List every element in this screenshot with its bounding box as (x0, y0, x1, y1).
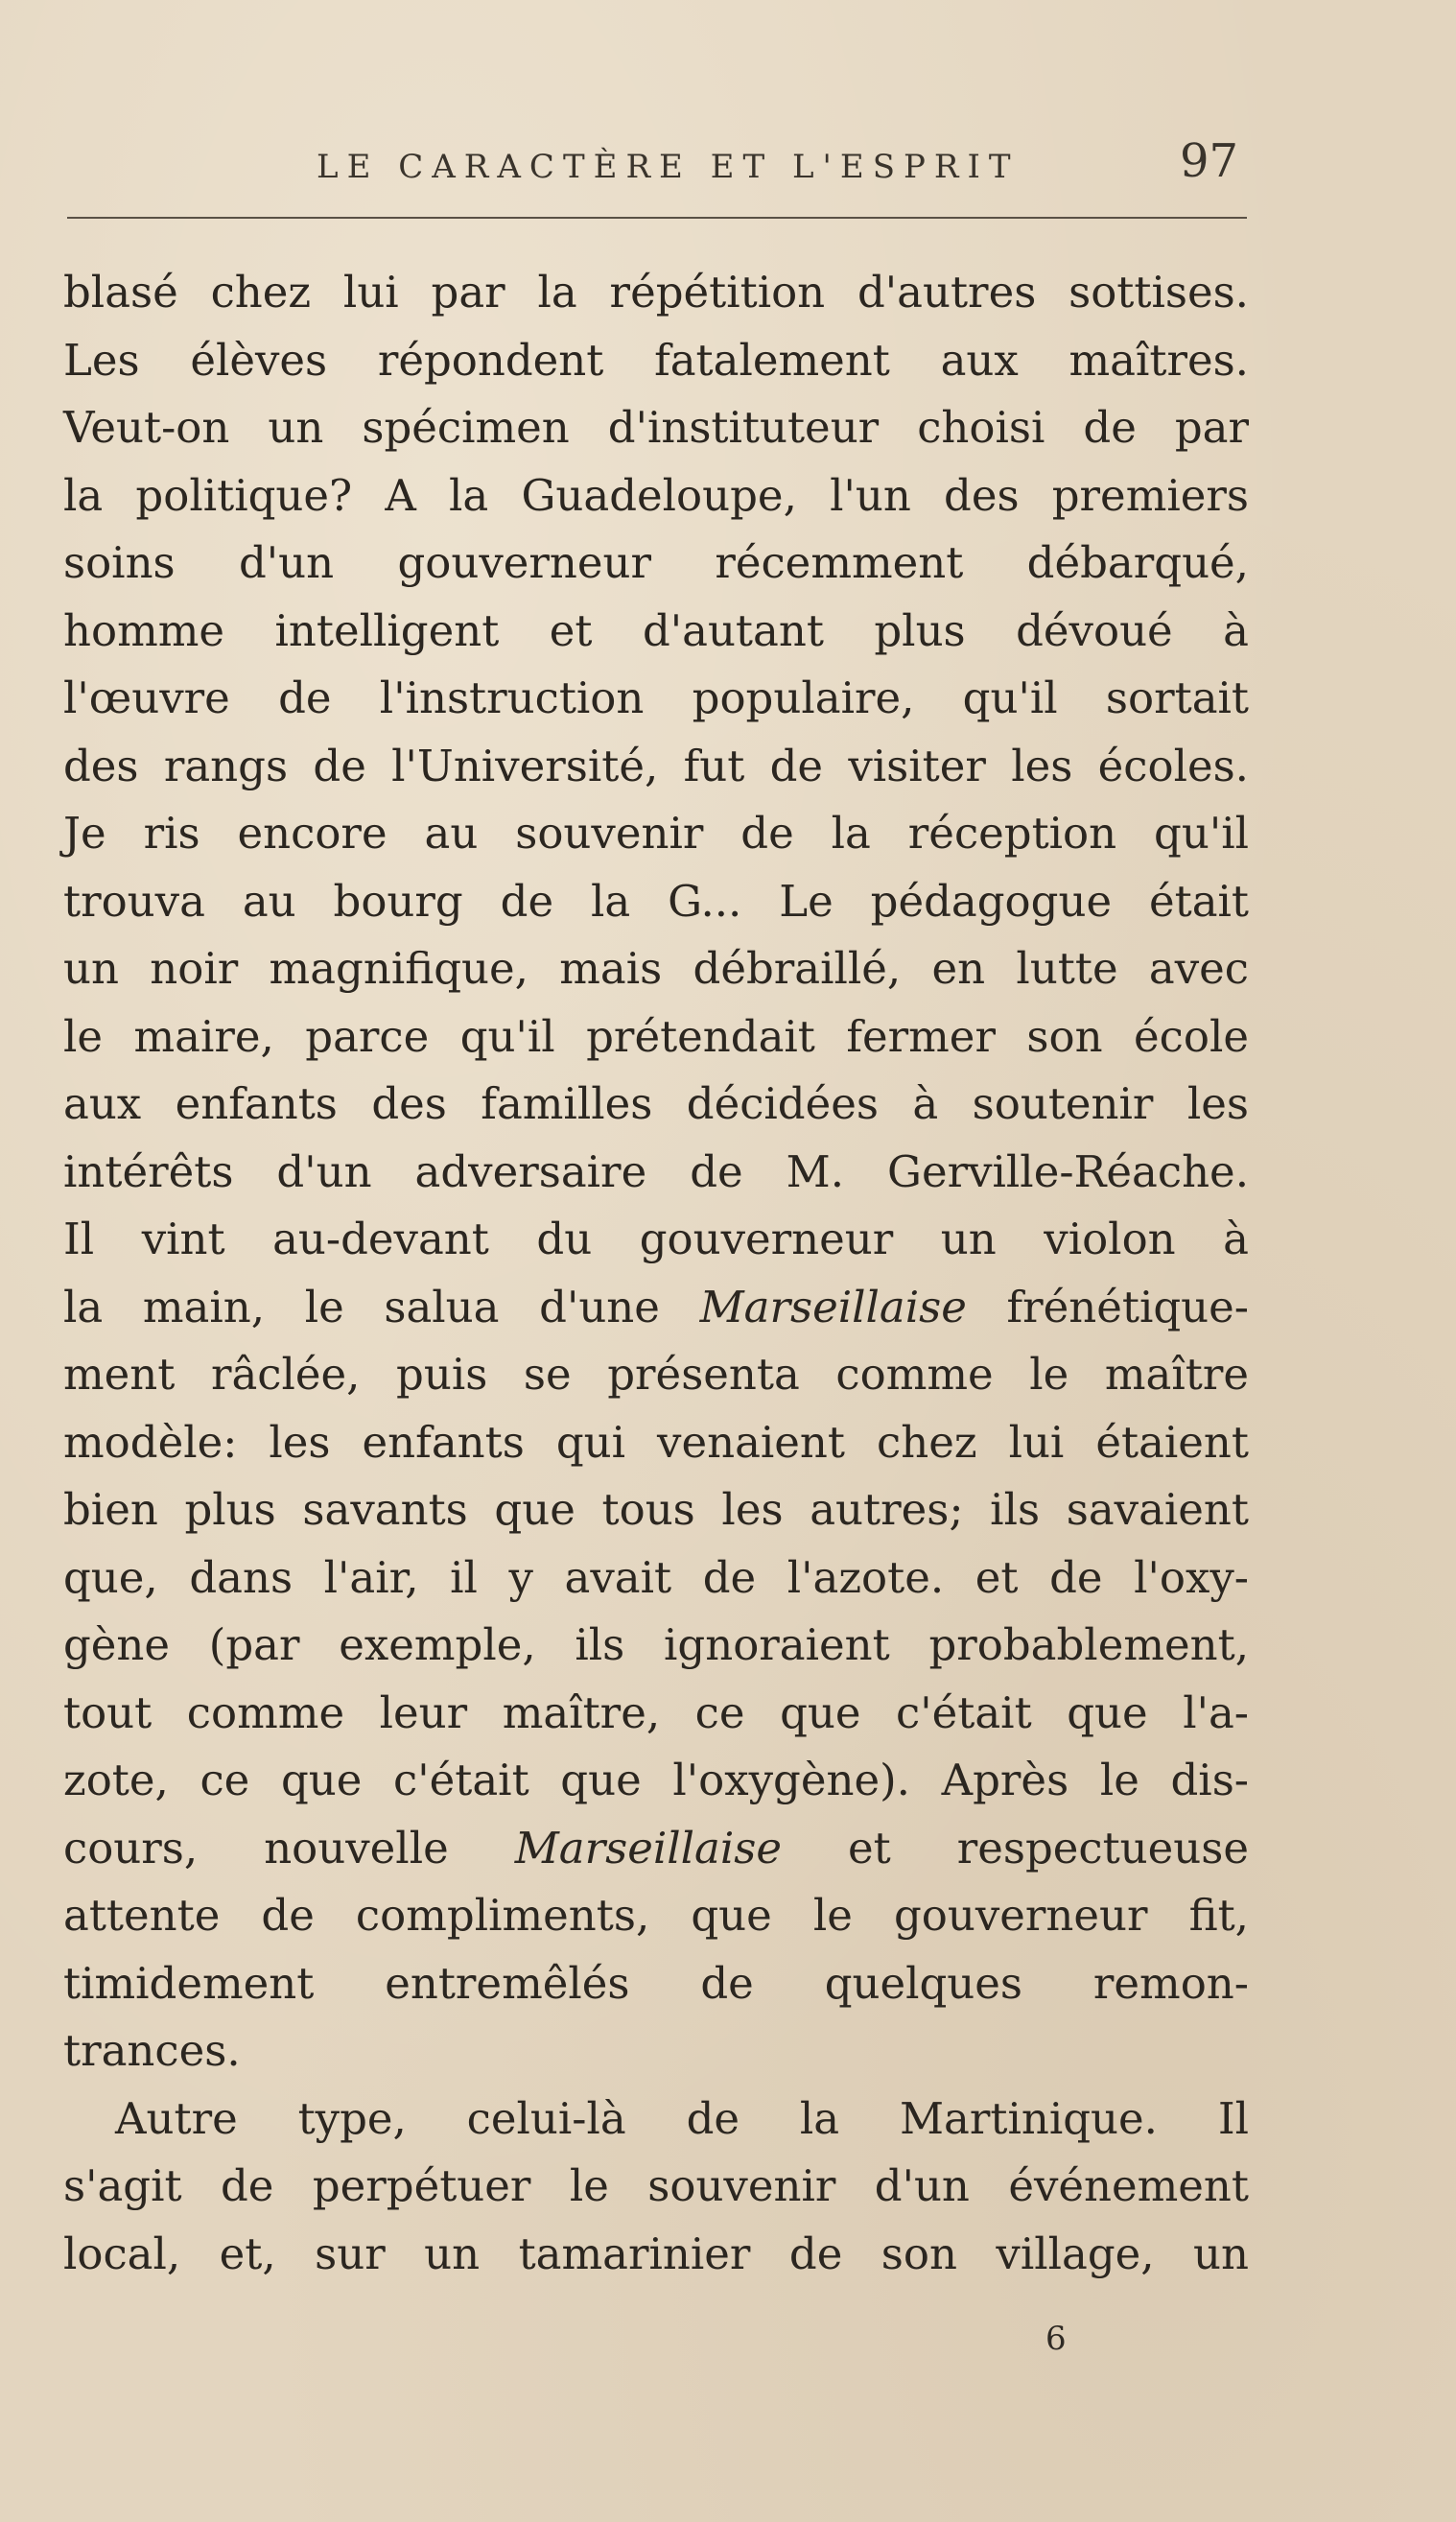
italic-title: Marseillaise (514, 1822, 782, 1874)
text-line: soins d'un gouverneur récemment débarqué, (63, 537, 1249, 588)
text-line: attente de compliments, que le gouverneur fit, (63, 1890, 1249, 1941)
text-line: le maire, parce qu'il prétendait fermer son école (63, 1010, 1249, 1062)
text-segment: cours, nouvelle (63, 1822, 515, 1874)
text-line: que, dans l'air, il y avait de l'azote. et de l'oxy- (63, 1551, 1249, 1603)
text-line: la politique? A la Guadeloupe, l'un des premiers (63, 469, 1249, 521)
text-segment: frénétique- (966, 1281, 1249, 1332)
text-line: bien plus savants que tous les autres; ils savaient (63, 1484, 1249, 1535)
text-line: ment râclée, puis se présenta comme le maître (63, 1349, 1249, 1400)
text-line: trouva au bourg de la G... Le pédagogue était (63, 875, 1249, 927)
text-line-with-italic (63, 1815, 1249, 1883)
text-line: Je ris encore au souvenir de la réception qu'il (63, 808, 1249, 859)
page-header (0, 134, 1456, 201)
text-line: Veut-on un spécimen d'instituteur choisi de par (63, 402, 1249, 453)
text-line: homme intelligent et d'autant plus dévoué à (63, 604, 1249, 656)
text-line: un noir magnifique, mais débraillé, en lutte avec (63, 943, 1249, 994)
header-rule (67, 217, 1247, 219)
text-line: des rangs de l'Université, fut de visiter les écoles. (63, 740, 1249, 791)
text-line: modèle: les enfants qui venaient chez lui étaient (63, 1416, 1249, 1468)
text-segment: et respectueuse (781, 1822, 1249, 1874)
text-line-with-italic (63, 1274, 1249, 1342)
text-line: Il vint au-devant du gouverneur un violon à (63, 1214, 1249, 1264)
body-text (63, 259, 1249, 2288)
text-line: tout comme leur maître, ce que c'était que l'a- (63, 1686, 1249, 1738)
text-line: blasé chez lui par la répétition d'autres sottises. (63, 267, 1249, 318)
text-line: l'œuvre de l'instruction populaire, qu'il sortait (63, 672, 1249, 723)
text-line: aux enfants des familles décidées à soutenir les (63, 1078, 1249, 1129)
text-line: local, et, sur un tamarinier de son village, un (63, 2227, 1249, 2279)
text-segment: la main, le salua d'une (63, 1281, 700, 1332)
text-line: s'agit de perpétuer le souvenir d'un événement (63, 2160, 1249, 2211)
text-line: trances. (63, 2025, 241, 2076)
text-line: intérêts d'un adversaire de M. Gerville-Réache. (63, 1145, 1249, 1197)
text-line: gène (par exemple, ils ignoraient probablement, (63, 1619, 1249, 1670)
italic-title: Marseillaise (699, 1281, 967, 1332)
printer-signature-mark: 6 (1045, 2320, 1067, 2358)
text-line: timidement entremêlés de quelques remon- (63, 1957, 1249, 2009)
text-line: zote, ce que c'était que l'oxygène). Après le dis- (63, 1755, 1249, 1805)
text-line: Les élèves répondent fatalement aux maîtres. (63, 334, 1249, 386)
page-number: 97 (1180, 134, 1239, 188)
running-title: LE CARACTÈRE ET L'ESPRIT (317, 148, 1020, 186)
paragraph-start-line: Autre type, celui-là de la Martinique. Il (115, 2092, 1249, 2144)
